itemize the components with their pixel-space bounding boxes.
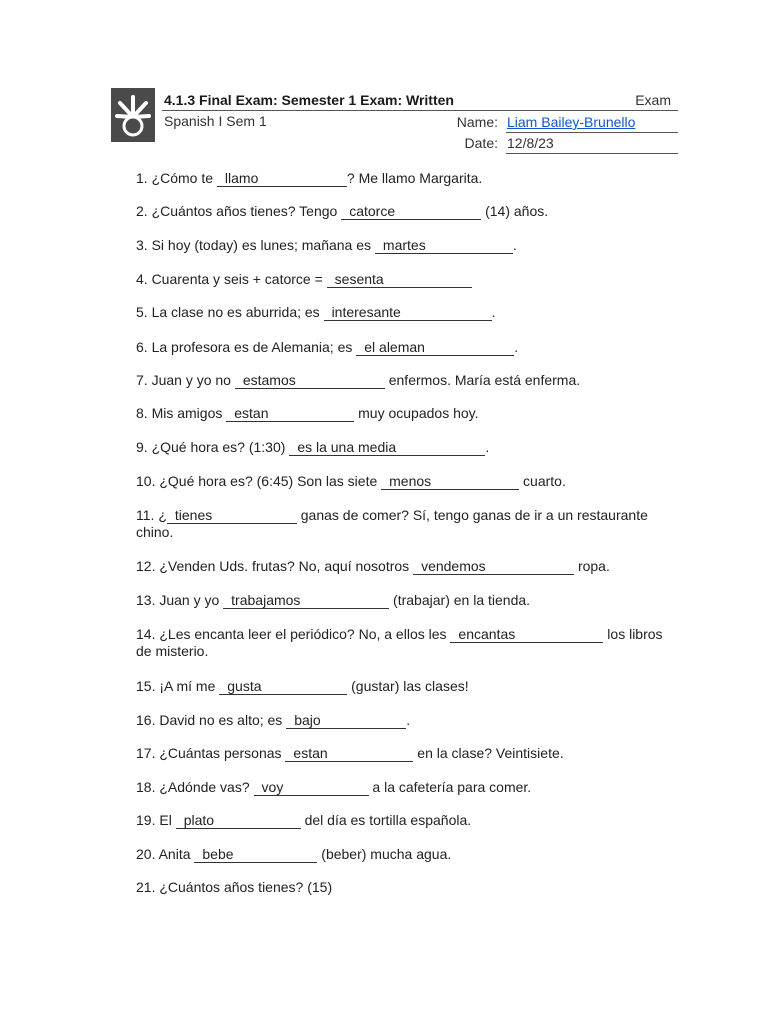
name-row [440,112,678,133]
answer-blank-16[interactable]: bajo [286,713,406,729]
answer-blank-12[interactable]: vendemos [413,559,574,575]
answer-blank-17[interactable]: estan [285,746,413,762]
question-1: 1. ¿Cómo te llamo ? Me llamo Margarita. [136,170,483,186]
question-11: 11. ¿ tienes ganas de comer? Sí, tengo ganas de ir a un restaurante chino. [136,507,648,540]
question-13: 13. Juan y yo trabajamos (trabajar) en la tienda. [136,592,531,608]
date-row [440,133,678,154]
question-5: 5. La clase no es aburrida; es interesante . [136,304,496,320]
student-name-link[interactable]: Liam Bailey-Brunello [507,114,636,130]
date-label: Date: [464,135,498,151]
question-2: 2. ¿Cuántos años tienes? Tengo catorce (14) años. [136,203,549,219]
question-16: 16. David no es alto; es bajo . [136,712,411,728]
answer-blank-10[interactable]: menos [381,474,519,490]
answer-blank-4[interactable]: sesenta [327,272,472,288]
sun-logo-icon [111,88,155,142]
exam-type-label: Exam [635,92,671,108]
answer-blank-18[interactable]: voy [254,780,369,796]
question-20: 20. Anita bebe (beber) mucha agua. [136,846,452,862]
question-12: 12. ¿Venden Uds. frutas? No, aquí nosotros vendemos ropa. [136,558,610,574]
question-7: 7. Juan y yo no estamos enfermos. María está enferma. [136,372,581,388]
answer-blank-1[interactable]: llamo [217,171,347,187]
date-value: 12/8/23 [507,135,554,151]
question-8: 8. Mis amigos estan muy ocupados hoy. [136,405,479,421]
answer-blank-8[interactable]: estan [226,406,354,422]
answer-blank-19[interactable]: plato [176,813,301,829]
question-15: 15. ¡A mí me gusta (gustar) las clases! [136,678,469,694]
answer-blank-6[interactable]: el aleman [356,340,514,356]
answer-blank-15[interactable]: gusta [219,679,347,695]
answer-blank-20[interactable]: bebe [194,847,317,863]
exam-title: 4.1.3 Final Exam: Semester 1 Exam: Written [164,92,454,108]
question-21: 21. ¿Cuántos años tienes? (15) [136,879,333,895]
answer-blank-2[interactable]: catorce [341,204,481,220]
answer-blank-3[interactable]: martes [375,238,513,254]
question-19: 19. El plato del día es tortilla española. [136,812,472,828]
date-underline [506,153,678,154]
question-4: 4. Cuarenta y seis + catorce = sesenta [136,271,472,288]
question-3: 3. Si hoy (today) es lunes; mañana es martes . [136,237,517,253]
answer-blank-9[interactable]: es la una media [289,440,485,456]
name-label: Name: [456,114,498,130]
question-10: 10. ¿Qué hora es? (6:45) Son las siete menos cuarto. [136,473,566,489]
question-9: 9. ¿Qué hora es? (1:30) es la una media . [136,439,490,455]
question-6: 6. La profesora es de Alemania; es el aleman . [136,339,519,355]
answer-blank-14[interactable]: encantas [450,627,603,643]
answer-blank-11[interactable]: tienes [167,508,297,524]
answer-blank-7[interactable]: estamos [235,373,385,389]
answer-blank-5[interactable]: interesante [324,305,492,321]
answer-blank-13[interactable]: trabajamos [223,593,389,609]
course-name: Spanish I Sem 1 [164,113,267,129]
question-14: 14. ¿Les encanta leer el periódico? No, a ellos les encantas los libros de misterio. [136,626,663,659]
header-divider [162,110,678,111]
question-18: 18. ¿Adónde vas? voy a la cafetería para comer. [136,779,532,795]
question-17: 17. ¿Cuántas personas estan en la clase? Veintisiete. [136,745,564,761]
